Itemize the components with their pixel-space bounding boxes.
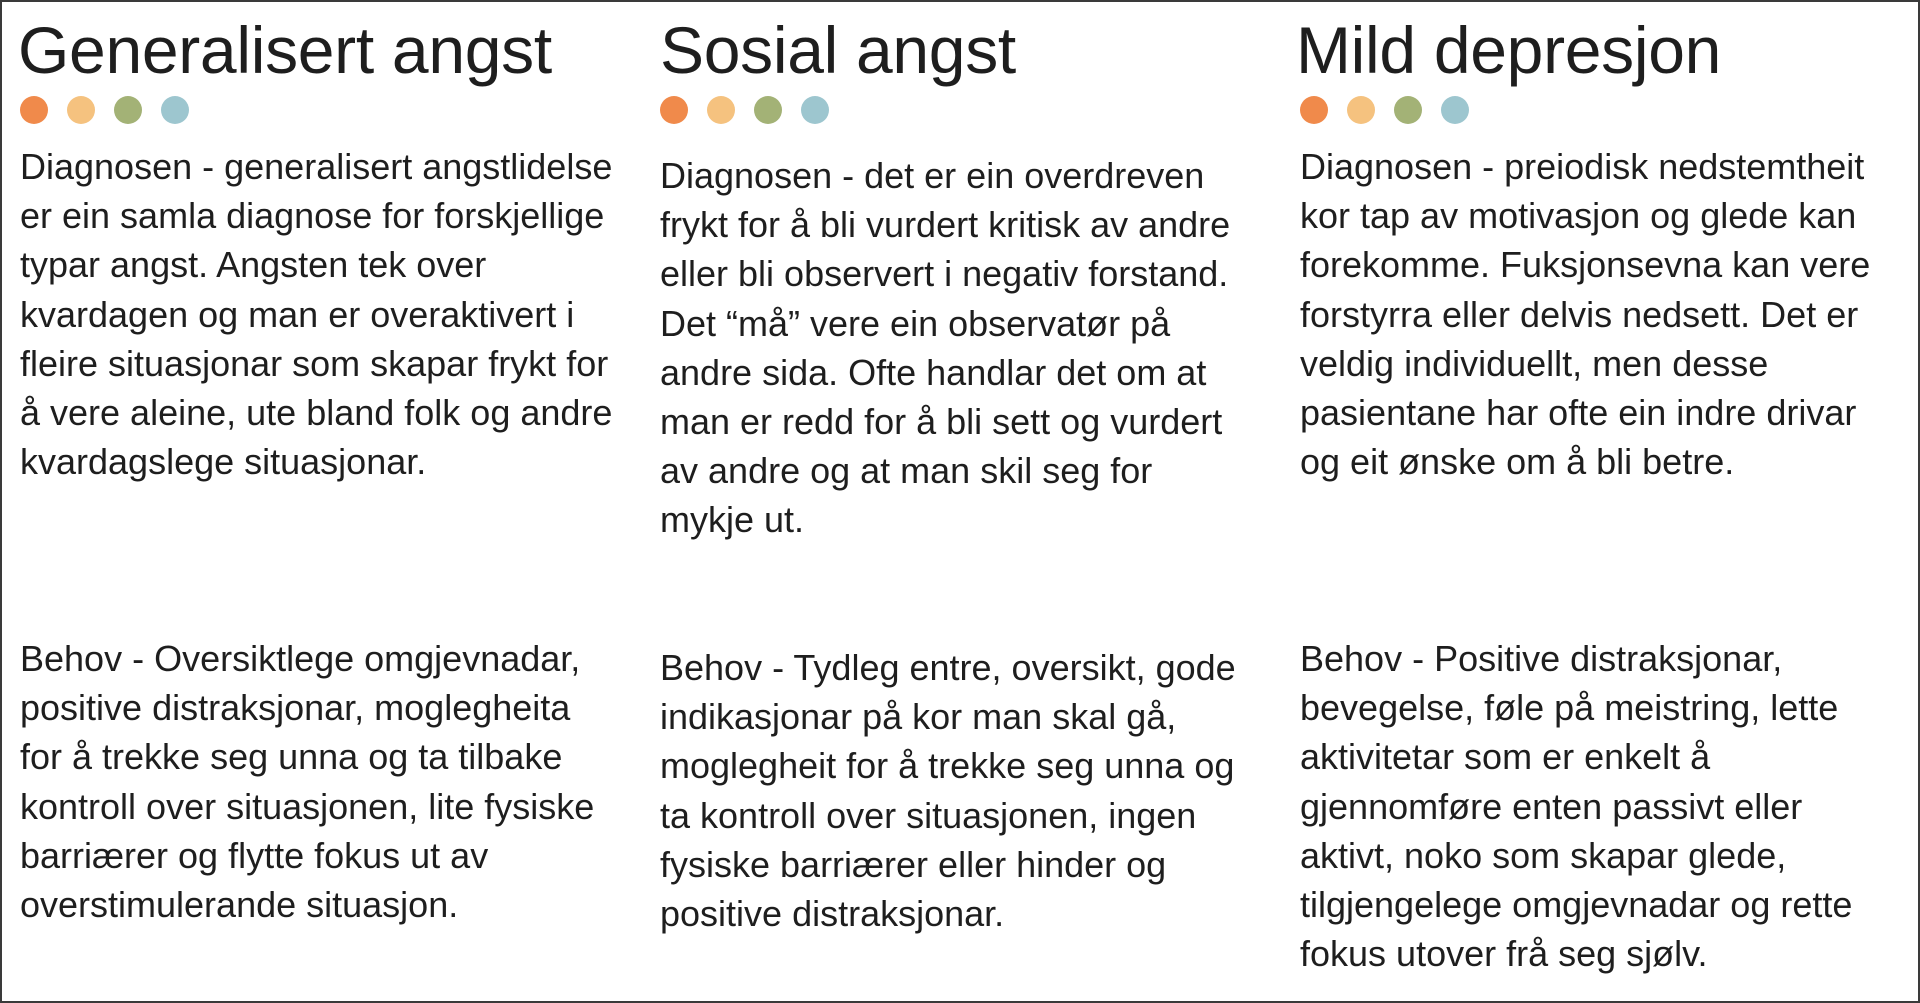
peach-dot-icon [1347,96,1375,124]
orange-dot-icon [1300,96,1328,124]
blue-dot-icon [801,96,829,124]
color-dots [1300,96,1469,124]
needs-text: Behov - Oversiktlege omgjevnadar, positive distraksjonar, moglegheita for å trekke seg unna og ta tilbake kontroll over situasjonen, lite fysiske barriærer og flytte fokus ut av overstimulerande situasjon. [20,638,595,926]
blue-dot-icon [161,96,189,124]
color-dots [660,96,829,124]
diagnosis-text: Diagnosen - generalisert angstlidelse er ein samla diagnose for forskjellige typar angst. Angsten tek over kvardagen og man er overaktivert i fleire situasjonar som skapar frykt for å vere aleine, ute bland folk og andre kvardagslege situasjonar. [20,146,613,483]
column-title: Mild depresjon [1296,13,1722,87]
needs-text: Behov - Tydleg entre, oversikt, gode indikasjonar på kor man skal gå, moglegheit for å trekke seg unna og ta kontroll over situasjonen, ingen fysiske barriærer eller hinder og positive distraksjonar. [660,647,1236,935]
diagnosis-text: Diagnosen - preiodisk nedstemtheit kor tap av motivasjon og glede kan forekomme. Fuksjonsevna kan vere forstyrra eller delvis nedsett. Det er veldig individuellt, men desse pasientane har ofte ein indre drivar og eit ønske om å bli betre. [1300,146,1871,483]
orange-dot-icon [20,96,48,124]
diagnosis-text: Diagnosen - det er ein overdreven frykt for å bli vurdert kritisk av andre eller bli observert i negativ forstand. Det “må” vere ein observatør på andre sida. Ofte handlar det om at man er redd for å bli sett og vurdert av andre og at man skil seg for mykje ut. [660,155,1231,541]
needs-text: Behov - Positive distraksjonar, bevegelse, føle på meistring, lette aktivitetar som er enkelt å gjennomføre enten passivt eller aktivt, noko som skapar glede, tilgjengelege omgjevnadar og rette fokus utover frå seg sjølv. [1300,638,1853,975]
column-title: Generalisert angst [18,13,552,87]
blue-dot-icon [1441,96,1469,124]
column-title: Sosial angst [660,13,1016,87]
green-dot-icon [754,96,782,124]
color-dots [20,96,189,124]
peach-dot-icon [707,96,735,124]
green-dot-icon [114,96,142,124]
green-dot-icon [1394,96,1422,124]
peach-dot-icon [67,96,95,124]
orange-dot-icon [660,96,688,124]
